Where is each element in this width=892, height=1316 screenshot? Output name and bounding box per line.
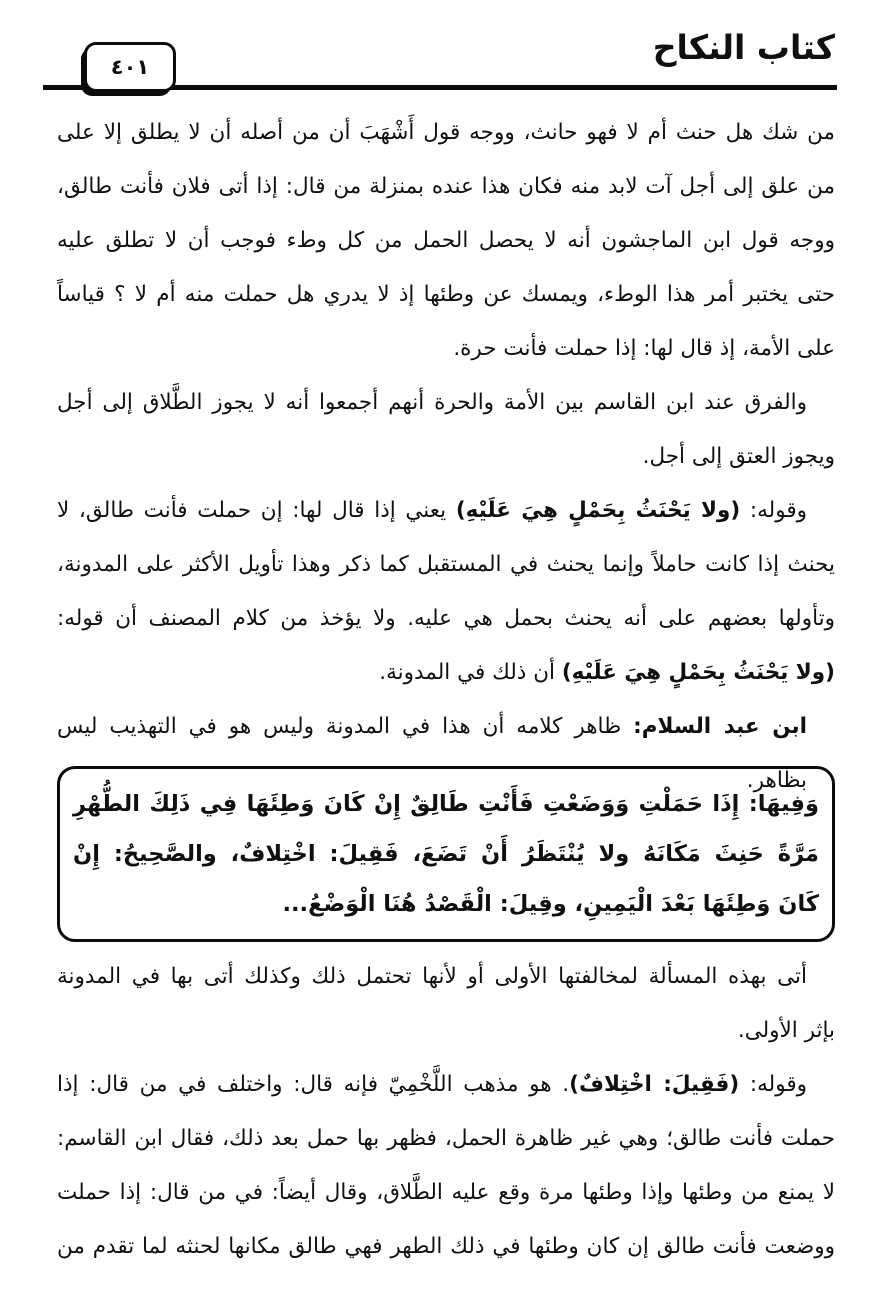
text-line: وتأولها بعضهم على أنه يحنث بحمل هي عليه. ولا يؤخذ من كلام المصنف أن قوله: — [57, 606, 835, 631]
text-line: ووجه قول ابن الماجشون أنه لا يحصل الحمل من كل وطء فوجب أن لا تطلق عليه — [57, 228, 835, 253]
matn-inline-quote: (ولا يَحْنَثُ بِحَمْلٍ هِيَ عَلَيْهِ) — [455, 498, 741, 523]
text-line: حتى يختبر أمر هذا الوطء، ويمسك عن وطئها إذ لا يدري هل حملت منه أم لا ؟ قياساً — [57, 282, 835, 307]
matn-quote-box — [57, 766, 835, 942]
text-line: حملت فأنت طالق؛ وهي غير ظاهرة الحمل، فظهر بها حمل بعد ذلك، فقال ابن القاسم: — [57, 1126, 835, 1151]
text-line: ووضعت فأنت طالق إن كان وطئها في ذلك الطهر فهي طالق مكانها لحنثه لما تقدم من — [57, 1234, 835, 1259]
text-line — [57, 484, 835, 538]
author-name: ابن عبد السلام: — [633, 714, 807, 739]
page-header — [0, 0, 892, 92]
text-segment: ظاهر كلامه أن هذا في المدونة وليس هو في التهذيب ليس بظاهر. — [57, 714, 807, 793]
text-line: لا يمنع من وطئها وإذا وطئها مرة وقع عليه الطَّلاق، وقال أيضاً: في من قال: إذا حملت — [57, 1180, 835, 1205]
text-segment: . هو مذهب اللَّخْمِيّ فإنه قال: واختلف في من قال: إذا — [57, 1072, 570, 1097]
page-content — [0, 92, 892, 1274]
book-title: كتاب النكاح — [652, 27, 835, 68]
page-number: ٤٠١ — [110, 55, 150, 79]
matn-inline-quote: (فَقِيلَ: اخْتِلافٌ) — [569, 1072, 740, 1097]
text-segment: وقوله: — [739, 1072, 807, 1097]
text-line — [57, 700, 835, 793]
paragraph-5 — [57, 950, 835, 1058]
text-segment: أن ذلك في المدونة. — [379, 660, 562, 685]
matn-line: كَانَ وَطِئَهَا بَعْدَ الْيَمِينِ، وقِيلَ: الْقَصْدُ هُنَا الْوَضْعُ... — [282, 891, 819, 917]
text-line — [57, 646, 835, 700]
paragraph-2 — [57, 376, 835, 484]
text-line: بإثر الأولى. — [737, 1018, 835, 1043]
paragraph-3 — [57, 484, 835, 700]
paragraph-6 — [57, 1058, 835, 1274]
page-number-box — [84, 42, 176, 92]
matn-line: مَرَّةً حَنِثَ مَكَانَهُ ولا يُنْتَظَرُ أَنْ تَضَعَ، فَقِيلَ: اخْتِلافٌ، والصَّحِيحُ: إِنْ — [73, 841, 819, 867]
text-line: والفرق عند ابن القاسم بين الأمة والحرة أنهم أجمعوا أنه لا يجوز الطَّلاق إلى أجل — [57, 390, 807, 415]
paragraph-4 — [57, 700, 835, 793]
text-line: ويجوز العتق إلى أجل. — [642, 444, 835, 469]
text-line: من علق إلى أجل آت لابد منه فكان هذا عنده بمنزلة من قال: إذا أتى فلان فأنت طالق، — [57, 174, 835, 199]
text-line: من شك هل حنث أم لا فهو حانث، ووجه قول أَشْهَبَ أن من أصله أن لا يطلق إلا على — [57, 120, 835, 145]
text-line: يحنث إذا كانت حاملاً وإنما يحنث في المستقبل كما ذكر وهذا تأويل الأكثر على المدونة، — [57, 552, 835, 577]
matn-inline-quote: (ولا يَحْنَثُ بِحَمْلٍ هِيَ عَلَيْهِ) — [561, 660, 835, 685]
text-line — [57, 1058, 835, 1112]
text-line: على الأمة، إذ قال لها: إذا حملت فأنت حرة. — [453, 336, 835, 361]
matn-line: وَفِيهَا: إِذَا حَمَلْتِ وَوَضَعْتِ فَأَنْتِ طَالِقٌ إِنْ كَانَ وَطِئَهَا فِي ذَلِكَ الطُّهْرِ — [73, 791, 819, 817]
text-segment: يعني إذا قال لها: إن حملت فأنت طالق، لا — [57, 498, 456, 523]
text-line: أتى بهذه المسألة لمخالفتها الأولى أو لأنها تحتمل ذلك وكذلك أتى بها في المدونة — [57, 964, 807, 989]
text-segment: وقوله: — [740, 498, 807, 523]
paragraph-1 — [57, 106, 835, 376]
